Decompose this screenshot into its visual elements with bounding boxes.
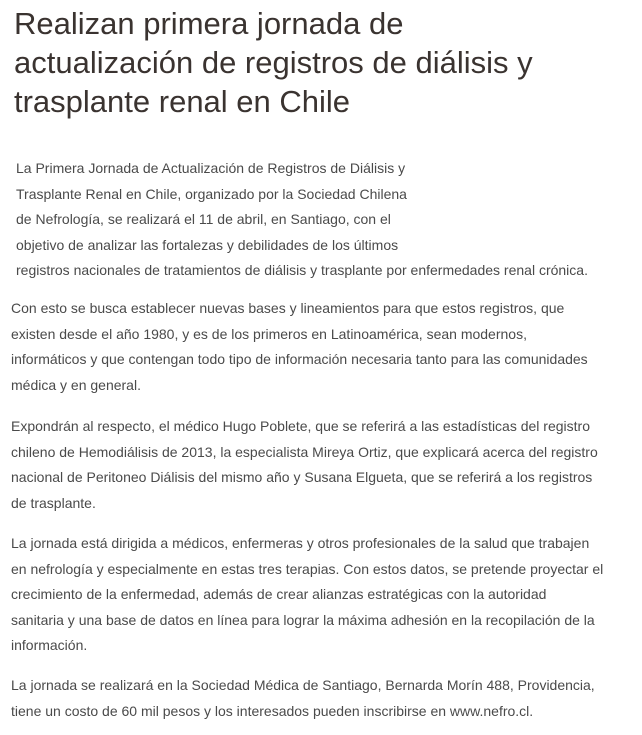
- paragraph-line: información.: [11, 637, 88, 653]
- paragraph-line: La jornada está dirigida a médicos, enfermeras y otros profesionales de la salud que trabajen: [11, 535, 590, 551]
- paragraph-line: nacional de Peritoneo Diálisis del mismo año y Susana Elgueta, que se referirá a los registros: [11, 469, 593, 485]
- paragraph-line: sanitaria y una base de datos en línea para lograr la máxima adhesión en la recopilación de la: [11, 611, 595, 628]
- paragraph-line: Expondrán al respecto, el médico Hugo Poblete, que se referirá a las estadísticas del registro: [11, 418, 590, 434]
- lead-line: de Nefrología, se realizará el 11 de abril, en Santiago, con el: [16, 211, 391, 227]
- paragraph-line: informáticos y que contengan todo tipo de información necesaria tanto para las comunidades: [11, 351, 588, 367]
- paragraph-line: crecimiento de la enfermedad, además de crear alianzas estratégicas con la autoridad: [11, 586, 547, 602]
- lead-line: Trasplante Renal en Chile, organizado por la Sociedad Chilena: [16, 185, 407, 202]
- paragraph-line: tiene un costo de 60 mil pesos y los interesados pueden inscribirse en www.nefro.cl.: [11, 702, 534, 719]
- body-paragraph: [11, 673, 631, 724]
- lead-line: objetivo de analizar las fortalezas y debilidades de los últimos: [16, 236, 399, 253]
- lead-paragraph: [16, 156, 588, 284]
- body-paragraph: [11, 296, 631, 398]
- article-title: [14, 4, 634, 121]
- lead-line: registros nacionales de tratamientos de diálisis y trasplante por enfermedades renal crónica.: [16, 262, 588, 278]
- paragraph-line: Con esto se busca establecer nuevas bases y lineamientos para que estos registros, que: [11, 300, 565, 316]
- paragraph-line: La jornada se realizará en la Sociedad Médica de Santiago, Bernarda Morín 488, Providencia,: [11, 677, 595, 693]
- paragraph-line: existen desde el año 1980, y es de los primeros en Latinoamérica, sean modernos,: [11, 325, 527, 342]
- paragraph-line: de trasplante.: [11, 494, 96, 511]
- paragraph-line: en nefrología y especialmente en estas tres terapias. Con estos datos, se pretende proyectar el: [11, 560, 604, 577]
- paragraph-line: chileno de Hemodiálisis de 2013, la especialista Mireya Ortiz, que explicará acerca del registro: [11, 443, 598, 460]
- title-line: trasplante renal en Chile: [14, 84, 351, 119]
- title-line: actualización de registros de diálisis y: [14, 45, 533, 80]
- paragraph-line: médica y en general.: [11, 376, 141, 393]
- body-paragraph: [11, 414, 631, 516]
- body-paragraph: [11, 531, 631, 659]
- title-line: Realizan primera jornada de: [14, 6, 404, 41]
- lead-line: La Primera Jornada de Actualización de Registros de Diálisis y: [16, 160, 406, 176]
